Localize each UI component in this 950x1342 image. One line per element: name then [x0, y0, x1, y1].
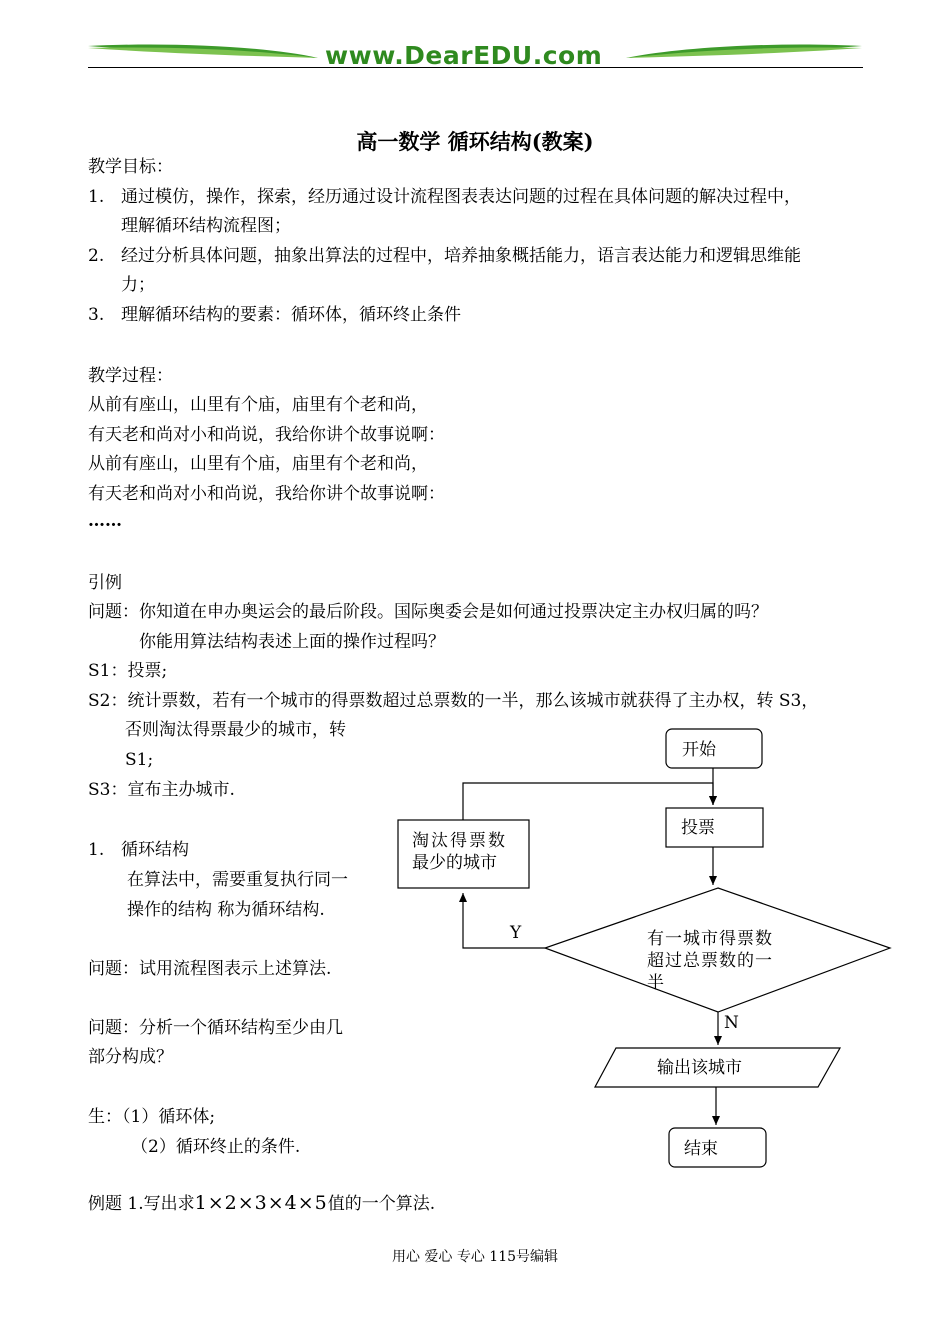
step-s3: S3：宣布主办城市. [88, 780, 235, 800]
end-label: 结束 [684, 1139, 718, 1159]
example-1-prefix: 例题 1.写出求 [88, 1194, 195, 1214]
example-1-suffix: 值的一个算法. [327, 1194, 436, 1214]
story-line: 从前有座山，山里有个庙，庙里有个老和尚， [88, 395, 428, 415]
page-title: 高一数学 循环结构(教案) [356, 129, 594, 154]
decision-label-line3: 半 [647, 973, 664, 993]
decision-label-line1: 有一城市得票数 [647, 929, 773, 949]
page-footer: 用心 爱心 专心 115号编辑 [391, 1249, 559, 1265]
student-answer-cont: （2）循环终止的条件. [131, 1137, 301, 1157]
decision-node [545, 888, 890, 1012]
story-line: 有天老和尚对小和尚说，我给你讲个故事说啊： [88, 425, 445, 445]
goal-text-cont: 力； [121, 275, 155, 295]
vote-label: 投票 [681, 818, 715, 838]
goal-number: 1. [88, 187, 105, 207]
no-label: N [724, 1013, 739, 1033]
step-s2: S2：统计票数，若有一个城市的得票数超过总票数的一半，那么该城市就获得了主办权，转 S3， [88, 691, 819, 711]
section-heading: 循环结构 [121, 840, 189, 860]
loop-definition-cont: 操作的结构 称为循环结构. [127, 900, 325, 920]
decision-label-line2: 超过总票数的一 [647, 951, 773, 971]
goal-number: 2. [88, 246, 105, 266]
intro-heading: 引例 [88, 573, 122, 593]
goal-text-cont: 理解循环结构流程图； [121, 216, 291, 236]
question-flowchart: 问题：试用流程图表示上述算法. [88, 959, 332, 979]
story-line: 有天老和尚对小和尚说，我给你讲个故事说啊： [88, 484, 445, 504]
header-rule [88, 67, 863, 68]
site-logo-text: www.DearEDU.com [325, 41, 603, 70]
story-ellipsis: …… [88, 511, 122, 531]
goals-heading: 教学目标： [88, 157, 173, 177]
intro-question: 问题：你知道在申办奥运会的最后阶段。国际奥委会是如何通过投票决定主办权归属的吗？ [88, 602, 768, 622]
eliminate-label-line1: 淘汰得票数 [412, 831, 507, 851]
example-1 [88, 1193, 435, 1214]
intro-question-cont: 你能用算法结构表述上面的操作过程吗？ [139, 632, 445, 652]
product-formula: 1×2×3×4×5 [194, 1192, 328, 1214]
step-s1: S1：投票; [88, 661, 168, 681]
yes-label: Y [510, 923, 522, 943]
goal-text: 理解循环结构的要素：循环体，循环终止条件 [121, 305, 461, 325]
story-line: 从前有座山，山里有个庙，庙里有个老和尚， [88, 454, 428, 474]
yes-branch-line [463, 893, 545, 948]
loop-definition: 在算法中，需要重复执行同一 [127, 870, 348, 890]
step-s2-cont: S1; [125, 750, 154, 770]
flowchart [390, 720, 900, 1180]
question-parts-cont: 部分构成？ [88, 1047, 173, 1067]
student-answer: 生：（1）循环体; [88, 1107, 216, 1127]
eliminate-label-line2: 最少的城市 [412, 853, 497, 873]
process-heading: 教学过程： [88, 366, 173, 386]
start-label: 开始 [682, 740, 716, 760]
goal-number: 3. [88, 305, 105, 325]
section-number: 1. [88, 840, 105, 860]
step-s2-cont: 否则淘汰得票最少的城市，转 [125, 720, 346, 740]
output-label: 输出该城市 [657, 1058, 742, 1078]
goal-text: 通过模仿，操作，探索，经历通过设计流程图表表达问题的过程在具体问题的解决过程中， [121, 187, 801, 207]
question-parts: 问题：分析一个循环结构至少由几 [88, 1018, 343, 1038]
goal-text: 经过分析具体问题，抽象出算法的过程中，培养抽象概括能力，语言表达能力和逻辑思维能 [121, 246, 801, 266]
